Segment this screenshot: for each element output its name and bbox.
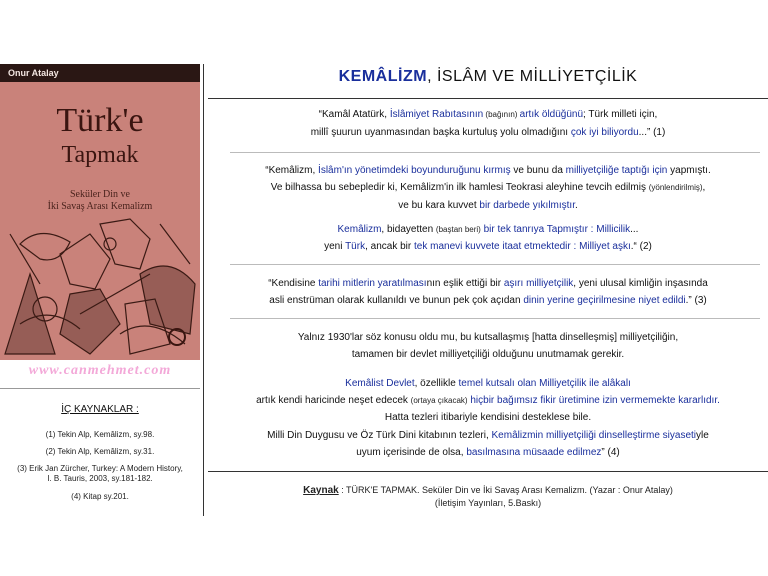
title-kemalizm: KEMÂLİZM xyxy=(338,68,428,85)
quote1-line2: millî şuurun uyanmasından başka kurtuluş yolu olmadığını çok iyi biliyordu...” (1) xyxy=(310,127,666,138)
source-rule xyxy=(208,471,768,472)
source-line2: (İletişim Yayınları, 5.Baskı) xyxy=(434,498,542,508)
paragraph5-line3: Hatta tezleri itibariyle kendisini desteklese bile. xyxy=(384,412,592,423)
quote1-line1: “Kamâl Atatürk, İslâmiyet Rabıtasının (bağının) artık öldüğünü; Türk milleti için, xyxy=(318,109,658,120)
reference-item: (4) Kitap sy.201. xyxy=(71,492,129,501)
paragraph4-line1: Yalnız 1930'lar söz konusu oldu mu, bu kutsallaşmış [hatta dinselleşmiş] milliyetçiliğin, xyxy=(297,332,679,343)
section-rule xyxy=(230,264,760,265)
section-rule xyxy=(230,318,760,319)
quote2-line3: ve bu kara kuvvet bir darbede yıkılmıştır. xyxy=(398,200,578,211)
book-cover xyxy=(0,64,200,360)
quote2-line4: Kemâlizm, bidayetten (baştan beri) bir tek tanrıya Tapmıştır : Millicilik... xyxy=(337,224,639,235)
reference-item: I. B. Tauris, 2003, sy.181-182. xyxy=(47,474,153,483)
source-line1: Kaynak : TÜRK'E TAPMAK. Seküler Din ve İki Savaş Arası Kemalizm. (Yazar : Onur Atalay) xyxy=(303,485,673,496)
paragraph5-line2: artık kendi haricinde neşet edecek (ortaya çıkacak) hiçbir bağımsız fikir üretimine izin vermemekte kararlıdır. xyxy=(256,395,720,406)
paragraph5-line1: Kemâlist Devlet, özellikle temel kutsalı olan Milliyetçilik ile alâkalı xyxy=(345,378,631,389)
vertical-divider xyxy=(203,64,204,516)
book-author: Onur Atalay xyxy=(0,64,200,82)
book-title-line2: Tapmak xyxy=(61,142,139,168)
section-rule xyxy=(230,152,760,153)
title-rest: , İSLÂM VE MİLLİYETÇİLİK xyxy=(427,68,638,85)
quote2-line5: yeni Türk, ancak bir tek manevi kuvvete itaat etmektedir : Milliyet aşkı.“ (2) xyxy=(324,241,652,252)
reference-item: (2) Tekin Alp, Kemâlizm, sy.31. xyxy=(45,447,155,456)
publisher-logo xyxy=(168,328,186,346)
paragraph5-line5: uyum içerisinde de olsa, basılmasına müsaade edilmez” (4) xyxy=(356,447,620,458)
book-subtitle-line2: İki Savaş Arası Kemalizm xyxy=(47,201,153,212)
quote3-line2: asli enstrüman olarak kullanıldı ve bunun pek çok açıdan dinin yerine geçirilmesine niyet edildi.” (3) xyxy=(269,295,707,306)
title-rule xyxy=(208,98,768,99)
page-title xyxy=(208,68,768,86)
quote2-line1: “Kemâlizm, İslâm'ın yönetimdeki boyunduruğunu kırmış ve bunu da milliyetçiliğe taptığı için yapmıştı. xyxy=(265,165,711,176)
book-subtitle xyxy=(0,189,200,213)
website-watermark: www.canmehmet.com xyxy=(28,363,172,378)
references-title: İÇ KAYNAKLAR : xyxy=(61,404,139,415)
left-divider xyxy=(0,388,200,389)
book-title-line1: Türk'e xyxy=(56,102,144,139)
reference-item: (3) Erik Jan Zürcher, Turkey: A Modern History, xyxy=(17,464,183,473)
book-subtitle-line1: Seküler Din ve xyxy=(70,189,130,200)
paragraph5-line4: Milli Din Duygusu ve Öz Türk Dini kitabının tezleri, Kemâlizmin milliyetçiliği dinselleştirme siyasetiyle xyxy=(267,430,709,441)
quote3-line1: “Kendisine tarihi mitlerin yaratılmasının eşlik ettiği bir aşırı milliyetçilik, yeni ulusal kimliğin inşasında xyxy=(268,278,708,289)
paragraph4-line2: tamamen bir devlet milliyetçiliği olduğunu unutmamak gerekir. xyxy=(351,349,625,360)
quote2-line2: Ve bilhassa bu sebepledir ki, Kemâlizm'in ilk hamlesi Teokrasi aleyhine tevcih edilmiş (yönlendirilmiş), xyxy=(270,182,706,193)
source-citation xyxy=(208,484,768,509)
source-label: Kaynak xyxy=(303,485,339,496)
reference-item: (1) Tekin Alp, Kemâlizm, sy.98. xyxy=(45,430,155,439)
